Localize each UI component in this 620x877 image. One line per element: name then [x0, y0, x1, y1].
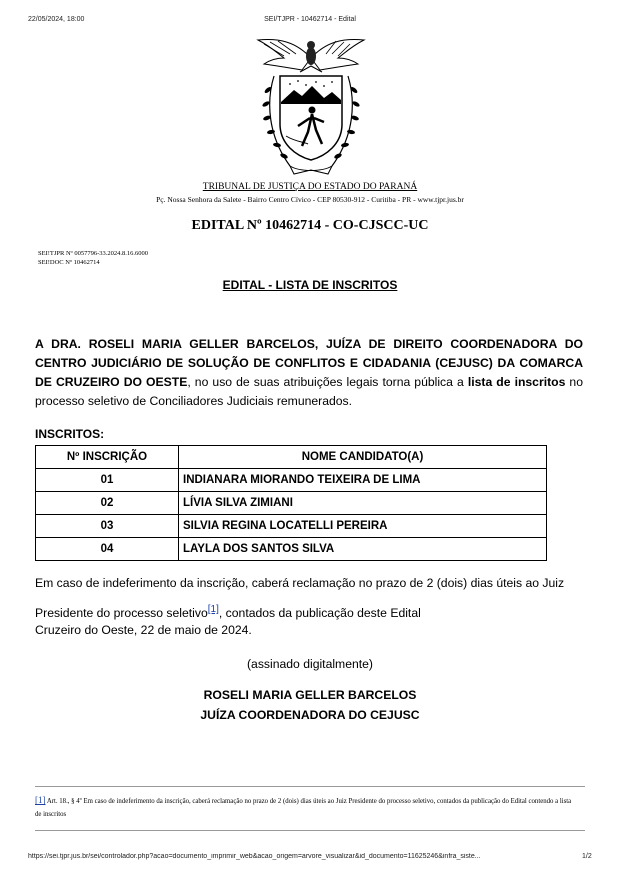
sei-doc-number: SEI!DOC Nº 10462714: [38, 259, 100, 266]
intro-bold-list: lista de inscritos: [467, 375, 566, 389]
sei-process-number: SEI!TJPR Nº 0057796-33.2024.8.16.6000: [38, 250, 148, 257]
column-header-number: Nº INSCRIÇÃO: [36, 446, 179, 469]
inscritos-table: [35, 445, 547, 561]
column-header-name: NOME CANDIDATO(A): [179, 446, 547, 469]
intro-bold: A DRA. ROSELI MARIA GELLER BARCELOS, JUÍZA DE DIREITO COORDENADORA DO CENTRO JUDICIÁRIO DE SOLUÇÃO DE CONFLITOS E CIDADANIA (CEJUSC) DA COMARCA DE CRUZEIRO DO OESTE: [35, 337, 583, 389]
table-row: [36, 492, 547, 515]
footnote-back-link[interactable]: [1]: [35, 795, 46, 805]
parana-coat-of-arms: [250, 32, 372, 182]
row-name: LÍVIA SILVA ZIMIANI: [179, 492, 547, 515]
footnote: [35, 794, 575, 821]
table-row: [36, 538, 547, 561]
signer-role: JUÍZA COORDENADORA DO CEJUSC: [200, 708, 420, 722]
closing-line-2b: , contados da publicação deste Edital: [218, 606, 421, 621]
institution-address: Pç. Nossa Senhora da Salete - Bairro Centro Cívico - CEP 80530-912 - Curitiba - PR - www.tjpr.jus.br: [156, 195, 464, 204]
inscritos-label: INSCRITOS:: [35, 427, 105, 441]
signer-name: ROSELI MARIA GELLER BARCELOS: [203, 688, 417, 702]
print-datetime: 22/05/2024, 18:00: [28, 16, 85, 23]
intro-paragraph: [35, 335, 583, 411]
table-row: [36, 515, 547, 538]
footnote-bottom-divider: [35, 830, 585, 831]
intro-text-c: no processo seletivo de Conciliadores Judiciais remunerados.: [35, 375, 583, 408]
signed-digitally: (assinado digitalmente): [246, 657, 373, 671]
closing-line-2a: Presidente do processo seletivo: [35, 606, 208, 621]
institution-name: TRIBUNAL DE JUSTIÇA DO ESTADO DO PARANÁ: [202, 182, 418, 192]
row-number: 01: [36, 469, 179, 492]
row-number: 04: [36, 538, 179, 561]
footnote-text: Art. 18., § 4º Em caso de indeferimento da inscrição, caberá reclamação no prazo de 2 (dois) dias úteis ao Juiz Presidente do processo seletivo, contados da publicação do Edital contendo a lista de inscritos: [35, 798, 572, 818]
row-number: 02: [36, 492, 179, 515]
row-name: LAYLA DOS SANTOS SILVA: [179, 538, 547, 561]
closing-line-2: [35, 600, 421, 623]
document-subtitle: EDITAL - LISTA DE INSCRITOS: [222, 278, 398, 292]
print-page-number: 1/2: [582, 853, 592, 860]
document-title: EDITAL Nº 10462714 - CO-CJSCC-UC: [191, 218, 429, 233]
footnote-divider: [35, 786, 585, 787]
table-header-row: [36, 446, 547, 469]
row-name: SILVIA REGINA LOCATELLI PEREIRA: [179, 515, 547, 538]
print-url: https://sei.tjpr.jus.br/sei/controlador.php?acao=documento_imprimir_web&acao_origem=arvore_visualizar&id_documento=11625246&infra_siste...: [28, 853, 481, 860]
place-date: Cruzeiro do Oeste, 22 de maio de 2024.: [35, 623, 252, 637]
print-title: SEI/TJPR - 10462714 - Edital: [264, 16, 356, 23]
row-name: INDIANARA MIORANDO TEIXEIRA DE LIMA: [179, 469, 547, 492]
footnote-ref-link[interactable]: [1]: [207, 604, 219, 615]
closing-line-1: Em caso de indeferimento da inscrição, caberá reclamação no prazo de 2 (dois) dias úteis ao Juiz: [35, 576, 565, 590]
table-row: [36, 469, 547, 492]
row-number: 03: [36, 515, 179, 538]
intro-text-a: , no uso de suas atribuições legais torna pública a: [187, 375, 468, 389]
